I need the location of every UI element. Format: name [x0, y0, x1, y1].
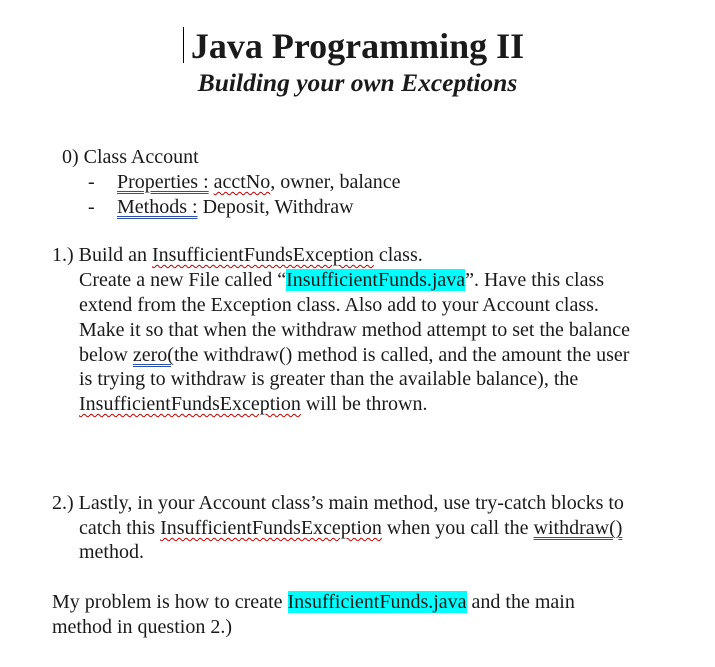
- list-item-properties: Properties : acctNo, owner, balance: [117, 171, 401, 193]
- list-bullet: -: [88, 171, 95, 193]
- list-bullet: -: [88, 196, 95, 218]
- q1-line-3: extend from the Exception class. Also add to your Account class.: [79, 294, 599, 316]
- section0-heading: 0) Class Account: [62, 146, 199, 168]
- q1-line-2: Create a new File called “InsufficientFunds.java”. Have this class: [79, 269, 605, 291]
- page-title: Java Programming II: [190, 26, 525, 66]
- q1-line-5: below zero(the withdraw() method is called, and the amount the user: [79, 344, 630, 366]
- q2-line-2: catch this InsufficientFundsException when you call the withdraw(): [79, 517, 623, 539]
- page-subtitle: Building your own Exceptions: [197, 68, 518, 97]
- q2-line-3: method.: [79, 541, 144, 563]
- q1-line-1: 1.) Build an InsufficientFundsException class.: [52, 244, 423, 266]
- q1-line-6: is trying to withdraw is greater than the available balance), the: [79, 368, 579, 390]
- q1-line-7: InsufficientFundsException will be thrown.: [79, 393, 428, 415]
- problem-line-1: My problem is how to create InsufficientFunds.java and the main: [52, 591, 575, 613]
- list-item-methods: Methods : Deposit, Withdraw: [117, 196, 354, 218]
- problem-line-2: method in question 2.): [52, 616, 232, 638]
- q2-line-1: 2.) Lastly, in your Account class’s main method, use try-catch blocks to: [52, 492, 624, 514]
- q1-line-4: Make it so that when the withdraw method attempt to set the balance: [79, 319, 630, 341]
